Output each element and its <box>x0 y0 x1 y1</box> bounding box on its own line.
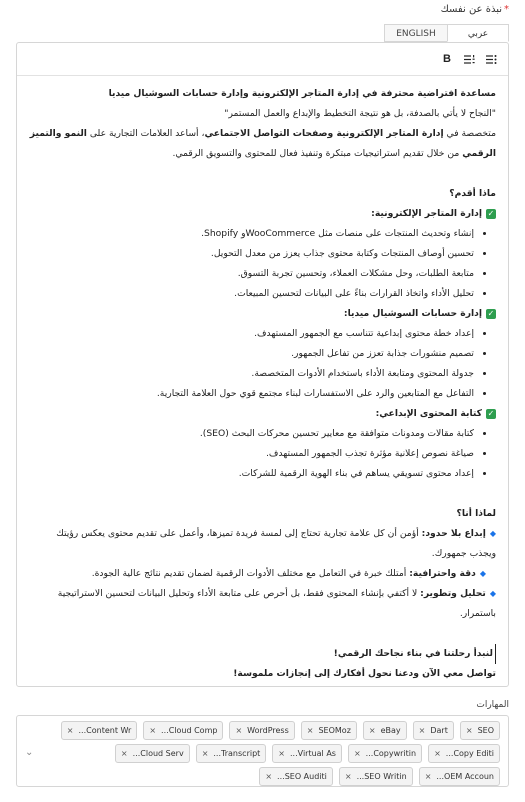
skill-chip <box>339 767 413 786</box>
why-item-cont: ويجذب جمهورك. <box>431 548 496 559</box>
skill-chip <box>115 744 190 763</box>
why-item-text: لا أكتفي بإنشاء المحتوى فقط، بل أحرص على متابعة الأداء وتحليل البيانات لتحسين الاستراتيجية <box>57 588 421 599</box>
social-list <box>29 324 496 404</box>
skill-chip <box>363 721 407 740</box>
section-title-stores <box>29 204 496 224</box>
intro-line-2-bold: الرقمي <box>462 148 496 159</box>
close-icon[interactable]: × <box>465 725 473 735</box>
list-item: • تحليل الأداء واتخاذ القرارات بناءً على البيانات لتحسين المبيعات. <box>29 284 474 304</box>
bold-icon[interactable]: B <box>443 53 451 65</box>
numbered-list-icon[interactable] <box>460 50 478 68</box>
list-item: • كتابة مقالات ومدونات متوافقة مع معايير تحسين محركات البحث (SEO). <box>29 424 474 444</box>
close-icon[interactable]: × <box>66 725 74 735</box>
why-item-text: أمتلك خبرة في التعامل مع مختلف الأدوات الرقمية لضمان تقديم نتائج عالية الجودة. <box>91 568 410 579</box>
closing-line-2-text: ودعنا نحول أفكارك إلى إنجازات ملموسة! <box>233 668 423 679</box>
language-tabs <box>384 24 509 42</box>
skills-label: المهارات <box>476 700 509 710</box>
about-label <box>441 4 509 15</box>
skill-chip-label: OEM Accoun... <box>436 771 494 781</box>
section-title-writing <box>29 404 496 424</box>
close-icon[interactable]: × <box>344 771 352 781</box>
closing-line-2-bold: تواصل معي الآن <box>422 668 496 679</box>
list-item: • إعداد محتوى تسويقي يساهم في بناء الهوية الرقمية للشركات. <box>29 464 474 484</box>
list-item: • تحسين أوصاف المنتجات وكتابة محتوى جذاب يعزز من معدل التحويل. <box>29 244 474 264</box>
editor-toolbar <box>17 43 508 76</box>
close-icon[interactable]: × <box>201 748 209 758</box>
skill-chip-label: Transcript... <box>213 748 261 758</box>
section-title-social-text: إدارة حسابات السوشيال ميديا: <box>343 308 482 319</box>
close-icon[interactable]: × <box>278 748 285 758</box>
skill-chip-label: Dart <box>430 725 448 735</box>
list-item: • صياغة نصوص إعلانية مؤثرة تجذب الجمهور المستهدف. <box>29 444 474 464</box>
intro-quote: "النجاح لا يأتي بالصدفة، بل هو نتيجة التخطيط والإبداع والعمل المستمر" <box>224 108 496 119</box>
why-item-bold: تحليل وتطوير: <box>420 588 486 599</box>
list-item: • جدولة المحتوى ومتابعة الأداء باستخدام الأدوات المتخصصة. <box>29 364 474 384</box>
why-item <box>29 584 496 604</box>
skill-chip <box>301 721 357 740</box>
skill-chip-label: Content Wr... <box>78 725 132 735</box>
check-icon: ✓ <box>487 209 495 218</box>
skill-chip <box>61 721 138 740</box>
intro-line-1-mid: ، أساعد العلامات التجارية على <box>86 128 205 139</box>
skill-chip <box>413 721 454 740</box>
section-title-stores-text: إدارة المتاجر الإلكترونية: <box>371 208 482 219</box>
closing-line-2 <box>29 664 496 684</box>
why-item-bold: إبداع بلا حدود: <box>421 528 486 539</box>
close-icon[interactable]: × <box>265 771 273 781</box>
intro-line-2 <box>29 144 496 164</box>
intro-line-1 <box>29 124 496 144</box>
skill-chip <box>419 767 500 786</box>
writing-list <box>29 424 496 484</box>
about-editor[interactable] <box>16 42 509 687</box>
check-icon: ✓ <box>487 409 495 418</box>
intro-line-1-bold: إدارة المتاجر الإلكترونية وصفحات التواصل الاجتماعي <box>204 128 444 139</box>
editor-content[interactable] <box>17 76 508 684</box>
skill-chip-label: Cloud Comp... <box>161 725 218 735</box>
why-item-text: أؤمن أن كل علامة تجارية تحتاج إلى لمسة فريدة تميزها، وأعمل على تقديم محتوى يعكس رؤيتك <box>56 528 422 539</box>
why-title: لماذا أنا؟ <box>456 508 496 519</box>
skill-chip-label: SEO Writin... <box>356 771 407 781</box>
list-item: • تصميم منشورات جذابة تعزز من تفاعل الجمهور. <box>29 344 474 364</box>
section-title-social <box>29 304 496 324</box>
intro-line-2-text: من خلال تقديم استراتيجيات مبتكرة وتنفيذ فعال للمحتوى والتسويق الرقمي. <box>172 148 463 159</box>
skill-chip <box>143 721 223 740</box>
skill-chip <box>259 767 333 786</box>
diamond-icon: ◆ <box>489 529 496 538</box>
close-icon[interactable]: × <box>306 725 314 735</box>
list-item: • إعداد خطة محتوى إبداعية تتناسب مع الجمهور المستهدف. <box>29 324 474 344</box>
stores-list <box>29 224 496 304</box>
close-icon[interactable]: × <box>120 748 128 758</box>
what-title: ماذا أقدم؟ <box>449 188 496 199</box>
about-label-text: نبذة عن نفسك <box>440 4 502 15</box>
skill-chip <box>272 744 342 763</box>
close-icon[interactable]: × <box>434 748 441 758</box>
close-icon[interactable]: × <box>424 771 432 781</box>
skill-chip-label: Cloud Serv... <box>132 748 184 758</box>
skills-chips <box>45 721 500 786</box>
diamond-icon: ◆ <box>489 589 496 598</box>
tab-english[interactable]: ENGLISH <box>384 24 448 42</box>
close-icon[interactable]: × <box>353 748 361 758</box>
close-icon[interactable]: × <box>235 725 243 735</box>
skill-chip-label: SEO Auditi... <box>277 771 327 781</box>
list-item: • إنشاء وتحديث المنتجات على منصات مثل WooCommerceو Shopify. <box>29 224 474 244</box>
tab-arabic[interactable]: عربي <box>447 24 509 42</box>
why-item <box>29 564 496 584</box>
intro-line-1-pre: متخصصة في <box>443 128 496 139</box>
closing-line-1 <box>29 644 496 664</box>
skill-chip <box>460 721 500 740</box>
skill-chip-label: Copy Editi... <box>445 748 494 758</box>
close-icon[interactable]: × <box>418 725 426 735</box>
skill-chip-label: SEO <box>477 725 494 735</box>
skill-chip-label: Virtual As... <box>290 748 336 758</box>
section-title-writing-text: كتابة المحتوى الإبداعي: <box>375 408 482 419</box>
skill-chip <box>229 721 294 740</box>
intro-line-1-bold2: النمو والتميز <box>29 128 87 139</box>
skill-chip-label: SEOMoz <box>318 725 351 735</box>
check-icon: ✓ <box>487 309 495 318</box>
diamond-icon: ◆ <box>479 569 486 578</box>
skills-select[interactable] <box>16 715 509 787</box>
list-item: • التفاعل مع المتابعين والرد على الاستفسارات لبناء مجتمع قوي حول العلامة التجارية. <box>29 384 474 404</box>
skill-chip <box>428 744 500 763</box>
skill-chip <box>196 744 267 763</box>
skill-chip-label: Copywritin... <box>365 748 417 758</box>
required-mark: * <box>504 4 509 15</box>
why-item <box>29 524 496 544</box>
close-icon[interactable]: × <box>149 725 157 735</box>
bullet-list-icon[interactable] <box>482 50 500 68</box>
skill-chip-label: eBay <box>380 725 401 735</box>
why-item-bold: دقة واحترافية: <box>409 568 476 579</box>
intro-title: مساعدة افتراضية محترفة في إدارة المتاجر الإلكترونية وإدارة حسابات السوشيال ميديا <box>108 88 496 99</box>
why-item-cont: باستمرار. <box>459 608 496 619</box>
closing-line-1-text: لنبدأ رحلتنا في بناء نجاحك الرقمي! <box>334 644 496 664</box>
chevron-down-icon[interactable]: ⌄ <box>25 747 34 758</box>
skill-chip-label: WordPress <box>247 725 289 735</box>
close-icon[interactable]: × <box>368 725 376 735</box>
skill-chip <box>348 744 422 763</box>
list-item: • متابعة الطلبات، وحل مشكلات العملاء، وتحسين تجربة التسوق. <box>29 264 474 284</box>
